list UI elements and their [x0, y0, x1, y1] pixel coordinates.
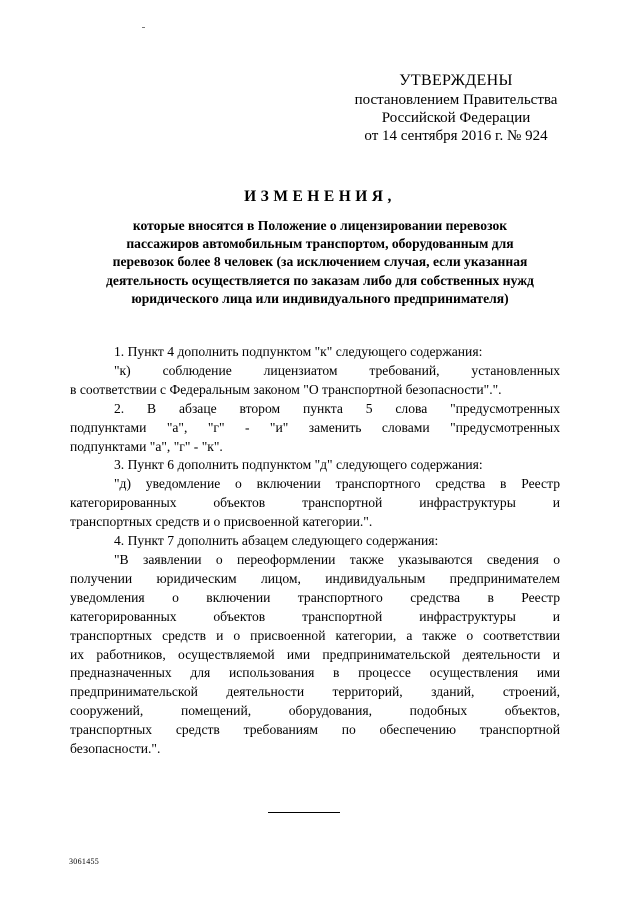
body-line: в соответствии с Федеральным законом "О транспортной безопасности".".: [70, 381, 502, 397]
body-line: уведомления о включении транспортного средства в Реестр: [70, 589, 560, 605]
subtitle-line: которые вносятся в Положение о лицензировании перевозок: [132, 218, 508, 233]
subtitle-line: перевозок более 8 человек (за исключением случая, если указанная: [112, 254, 528, 270]
body-line: 1. Пункт 4 дополнить подпунктом "к" следующего содержания:: [114, 344, 483, 359]
body-line: 3. Пункт 6 дополнить подпунктом "д" следующего содержания:: [114, 457, 483, 473]
body-line: 4. Пункт 7 дополнить абзацем следующего содержания:: [114, 533, 439, 549]
closing-rule: [268, 812, 340, 813]
body-line: категорированных объектов транспортной инфраструктуры и: [70, 608, 560, 624]
document-heading: ИЗМЕНЕНИЯ,: [244, 188, 396, 205]
body-line: их работников, осуществляемой ими предпринимательской деятельности и: [70, 646, 560, 662]
body-line: транспортных средств требованиям по обеспечению транспортной: [70, 722, 560, 738]
approved-line-1: постановлением Правительства: [354, 92, 558, 108]
scan-speck: [142, 27, 145, 28]
body-line: безопасности.".: [70, 741, 161, 757]
approved-line-2: Российской Федерации: [381, 110, 531, 126]
subtitle-line: юридического лица или индивидуального предпринимателя): [131, 290, 509, 306]
subtitle-line: пассажиров автомобильным транспортом, оборудованным для: [126, 236, 514, 252]
body-line: транспортных средств и о присвоенной категории, а также о соответствии: [70, 627, 560, 643]
body-line: категорированных объектов транспортной инфраструктуры и: [70, 495, 560, 511]
body-line: "д) уведомление о включении транспортного средства в Реестр: [114, 476, 560, 492]
document-subtitle: [80, 217, 560, 308]
approval-block: [346, 71, 566, 145]
body-line: 2. В абзаце втором пункта 5 слова "предусмотренных: [114, 400, 560, 416]
body-line: "В заявлении о переоформлении также указываются сведения о: [114, 551, 560, 567]
body-line: предназначенных для использования в процессе осуществления ими: [70, 665, 560, 681]
body-line: получении юридическим лицом, индивидуальным предпринимателем: [70, 570, 560, 586]
body-line: предпринимательской деятельности территорий, зданий, строений,: [70, 684, 560, 700]
document-number: 3061455: [69, 857, 100, 866]
document-body: [70, 343, 560, 759]
body-line: "к) соблюдение лицензиатом требований, установленных: [114, 362, 560, 378]
body-line: сооружений, помещений, оборудования, подобных объектов,: [70, 703, 560, 719]
approved-line-3: от 14 сентября 2016 г. № 924: [364, 128, 548, 144]
approved-title: УТВЕРЖДЕНЫ: [399, 72, 513, 89]
body-line: подпунктами "а", "г" - "к".: [70, 438, 223, 454]
body-line: транспортных средств и о присвоенной категории.".: [70, 514, 373, 530]
subtitle-line: деятельность осуществляется по заказам либо для собственных нужд: [106, 272, 534, 288]
body-line: подпунктами "а", "г" - "и" заменить словами "предусмотренных: [70, 419, 560, 435]
